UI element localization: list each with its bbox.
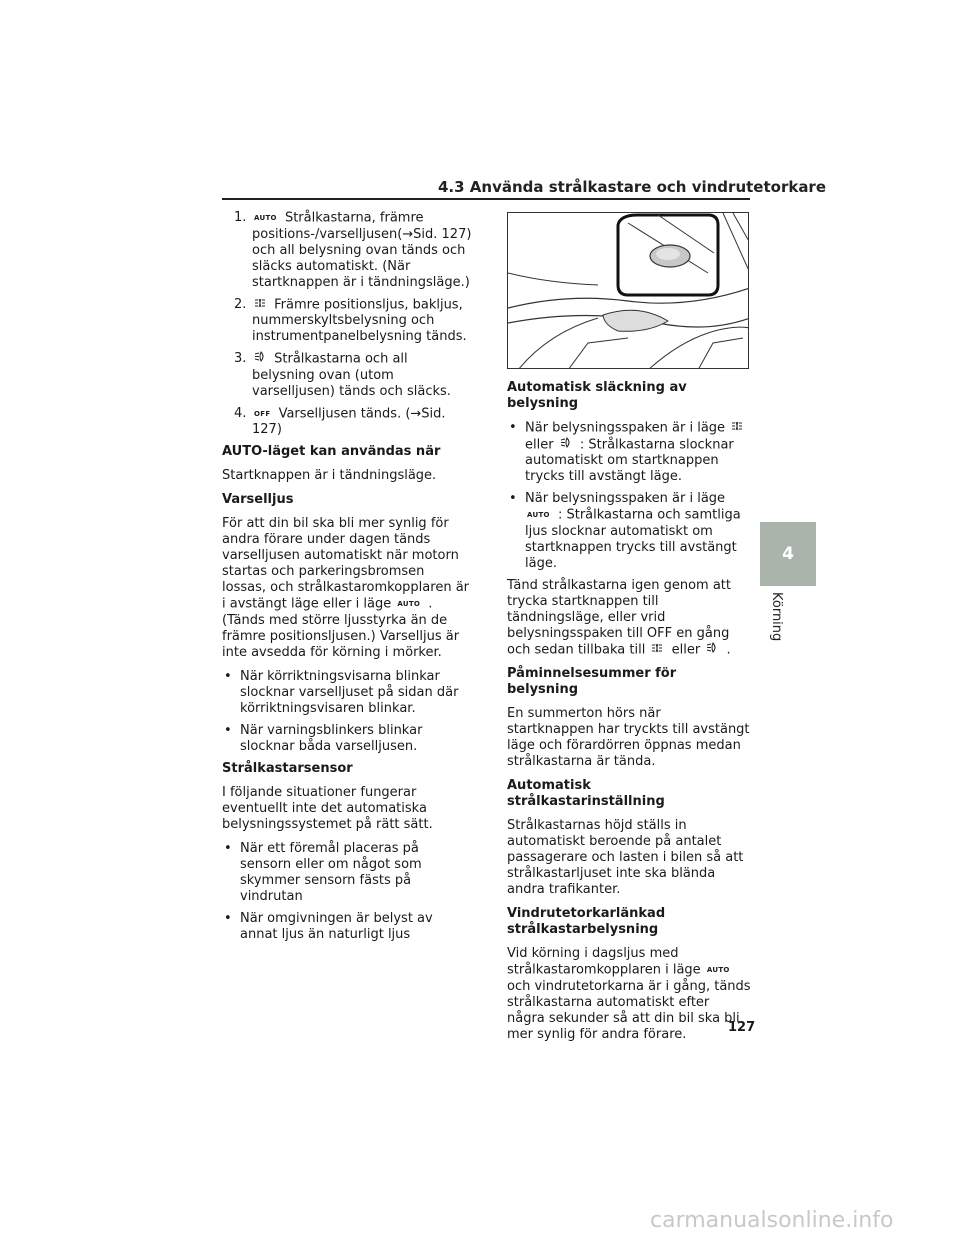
auto-icon: AUTO <box>397 600 421 608</box>
section-heading: Varselljus <box>222 492 294 507</box>
item-text: Strålkastarna, främre positions-/varselljusen(→Sid. 127) och all belysning ovan tänds och släcks automatiskt. (När startknappen är i tändningsläge.) <box>252 210 472 290</box>
list-item <box>222 723 472 755</box>
bullet-dot: • <box>224 722 232 738</box>
bullet-text: När ett föremål placeras på sensorn eller om något som skymmer sensorn fästs på vindrutan <box>240 840 422 904</box>
bullet-dot: • <box>224 910 232 926</box>
section-heading: AUTO-läget kan användas när <box>222 444 441 459</box>
right-column <box>507 380 751 1051</box>
bullet-text: När varningsblinkers blinkar slocknar båda varselljusen. <box>240 722 423 754</box>
paragraph <box>222 516 472 661</box>
paragraph-text: För att din bil ska bli mer synlig för andra förare under dagen tänds varselljusen automatiskt när motorn startas och parkeringsbromsen lossas, och strålkastaromkopplaren är i avstängt läge eller i läge <box>222 516 469 612</box>
item-text: Varselljusen tänds. (→Sid. 127) <box>252 406 446 437</box>
page-header-title: 4.3 Använda strålkastare och vindrutetorkare <box>438 178 827 196</box>
list-item <box>507 420 751 485</box>
bullet-text: När belysningsspaken är i läge <box>525 491 726 506</box>
chapter-number: 4 <box>782 544 794 564</box>
bullet-text: : Strålkastarna slocknar automatiskt om startknappen trycks till avstängt läge. <box>525 437 734 484</box>
bullet-text: När belysningsspaken är i läge <box>525 420 726 436</box>
item-number: 3. <box>234 351 247 366</box>
bullet-dot: • <box>509 420 517 435</box>
section-heading: Automatisk strålkastarinställning <box>507 778 665 809</box>
auto-icon: AUTO <box>527 511 550 519</box>
list-item <box>222 297 472 346</box>
headlight-icon <box>254 351 266 367</box>
paragraph <box>507 946 751 1043</box>
section-heading: Automatisk släckning av belysning <box>507 380 687 411</box>
page-number: 127 <box>728 1020 756 1035</box>
paragraph-text: och vindrutetorkarna är i gång, tänds strålkastarna automatiskt efter några sekunder så att din bil ska bli mer synlig för andra förare. <box>507 978 751 1042</box>
list-item <box>222 911 472 943</box>
chapter-tab <box>760 522 816 586</box>
paragraph-text: eller <box>671 642 701 657</box>
list-item <box>222 406 472 439</box>
section-heading: Vindrutetorkarlänkad strålkastarbelysning <box>507 906 666 937</box>
paragraph: I följande situationer fungerar eventuellt inte det automatiska belysningssystemet på rätt sätt. <box>222 784 433 832</box>
bullet-text: : Strålkastarna och samtliga ljus slocknar automatiskt om startknappen trycks till avstängt läge. <box>525 507 741 571</box>
bullet-text: När körriktningsvisarna blinkar slocknar varselljuset på sidan där körriktningsvisaren blinkar. <box>240 668 459 716</box>
list-item <box>222 210 472 291</box>
paragraph-text: Tänd strålkastarna igen genom att trycka startknappen till tändningsläge, eller vrid belysningsspaken till OFF en gång och sedan tillbaka till <box>507 577 731 657</box>
headlight-icon <box>560 437 572 453</box>
paragraph-text: Vid körning i dagsljus med strålkastaromkopplaren i läge <box>507 946 701 978</box>
item-number: 2. <box>234 296 247 312</box>
position-light-icon <box>651 642 663 658</box>
auto-icon: AUTO <box>254 214 277 222</box>
item-text: Strålkastarna och all belysning ovan (utom varselljusen) tänds och släcks. <box>252 351 451 399</box>
list-item <box>222 669 472 717</box>
position-light-icon <box>254 297 266 313</box>
light-sensor-illustration <box>507 212 749 369</box>
item-text: Främre positionsljus, bakljus, nummerskyltsbelysning och instrumentpanelbelysning tänds. <box>252 297 467 344</box>
chapter-label: Körning <box>769 592 784 642</box>
left-column <box>222 210 472 949</box>
off-icon: OFF <box>254 409 271 418</box>
paragraph: Startknappen är i tändningsläge. <box>222 468 437 483</box>
list-item <box>222 351 472 400</box>
headlight-icon <box>706 642 718 658</box>
list-item <box>222 841 472 905</box>
section-heading: Påminnelsesummer för belysning <box>507 666 677 697</box>
bullet-text: När omgivningen är belyst av annat ljus än naturligt ljus <box>240 910 433 942</box>
paragraph: En summerton hörs när startknappen har tryckts till avstängt läge och förardörren öppnas medan strålkastarna är tända. <box>507 706 750 769</box>
list-item <box>507 491 751 572</box>
position-light-icon <box>731 420 743 436</box>
paragraph-text: . (Tänds med större ljusstyrka än de främre positionsljusen.) Varselljus är inte avsedda för körning i mörker. <box>222 596 460 660</box>
auto-icon: AUTO <box>706 966 730 974</box>
bullet-text: eller <box>525 437 554 452</box>
header-rule <box>222 198 750 200</box>
watermark: carmanualsonline.info <box>650 1208 894 1233</box>
item-number: 1. <box>234 210 247 225</box>
item-number: 4. <box>234 405 247 421</box>
bullet-dot: • <box>224 840 232 856</box>
paragraph-text: . <box>726 642 731 657</box>
bullet-dot: • <box>224 668 232 684</box>
paragraph: Strålkastarnas höjd ställs in automatiskt beroende på antalet passagerare och lasten i bilen så att strålkastarljuset inte ska blända andra trafikanter. <box>507 818 744 897</box>
paragraph <box>507 578 751 659</box>
bullet-dot: • <box>509 491 517 506</box>
section-heading: Strålkastarsensor <box>222 760 353 776</box>
